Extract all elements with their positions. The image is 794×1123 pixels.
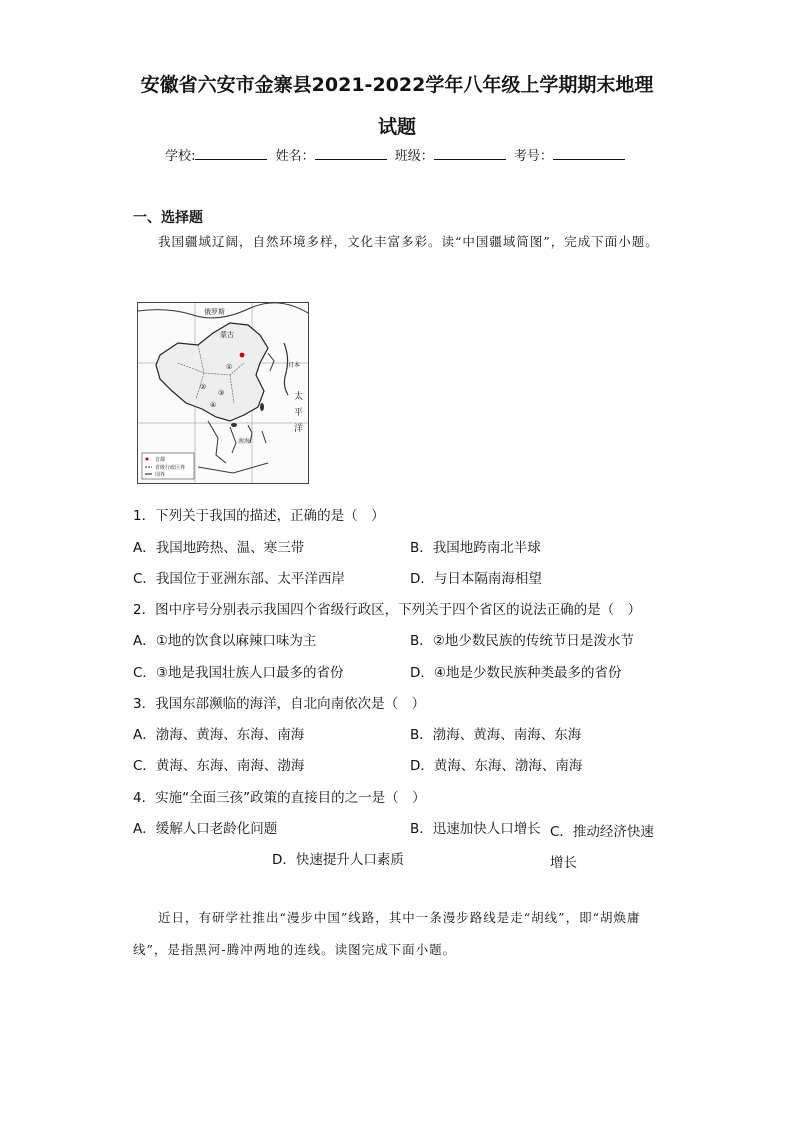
- map-label-pacific-1: 太: [294, 392, 304, 402]
- q3-option-d[interactable]: D．黄海、东海、渤海、南海: [410, 758, 583, 774]
- capital-marker: [240, 353, 245, 358]
- q4-option-a[interactable]: A．缓解人口老龄化问题: [133, 821, 278, 837]
- question-intro: 我国疆域辽阔，自然环境多样，文化丰富多彩。读“中国疆域简图”，完成下面小题。: [158, 234, 659, 249]
- question-2-stem: 2．图中序号分别表示我国四个省级行政区，下列关于四个省区的说法正确的是（ ）: [133, 602, 642, 618]
- q4-option-b[interactable]: B．迅速加快人口增长: [410, 821, 541, 837]
- page-title: 安徽省六安市金寨县2021-2022学年八年级上学期期末地理: [140, 74, 654, 96]
- q1-option-d[interactable]: D．与日本隔南海相望: [410, 571, 542, 587]
- q1-option-b[interactable]: B．我国地跨南北半球: [410, 540, 541, 556]
- map-marker-1: ①: [226, 363, 233, 371]
- legend-national-border-label: 国界: [155, 472, 166, 478]
- map-drawing: [138, 303, 308, 483]
- name-label: 姓名：: [275, 149, 315, 164]
- q3-option-b[interactable]: B．渤海、黄海、南海、东海: [410, 727, 582, 743]
- map-label-pacific-2: 平: [294, 408, 304, 418]
- map-marker-3: ③: [218, 389, 225, 397]
- q2-option-a[interactable]: A．①地的饮食以麻辣口味为主: [133, 633, 317, 649]
- q2-option-d[interactable]: D．④地是少数民族种类最多的省份: [410, 665, 622, 681]
- number-label: 考号：: [513, 149, 553, 164]
- map-marker-2: ②: [200, 383, 207, 391]
- question-3-stem: 3．我国东部濒临的海洋，自北向南依次是（ ）: [133, 696, 426, 712]
- school-blank[interactable]: [195, 147, 267, 160]
- map-label-japan: 日本: [288, 362, 301, 369]
- page-title-continued: 试题: [377, 116, 416, 138]
- q1-option-c[interactable]: C．我国位于亚洲东部、太平洋西岸: [133, 571, 345, 587]
- q2-option-b[interactable]: B．②地少数民族的传统节日是泼水节: [410, 633, 634, 649]
- q4-option-d[interactable]: D．快速提升人口素质: [272, 852, 404, 868]
- question-1-stem: 1．下列关于我国的描述，正确的是（ ）: [133, 508, 385, 524]
- map-label-pacific-3: 洋: [294, 424, 304, 434]
- q4-option-c[interactable]: C．推动经济快速增长: [550, 824, 654, 871]
- china-territory-map: [137, 302, 309, 484]
- q4-option-c-line1[interactable]: [550, 817, 658, 879]
- school-label: 学校:: [165, 149, 196, 164]
- q3-option-c[interactable]: C．黄海、东海、南海、渤海: [133, 758, 305, 774]
- map-label-south-sea: 南海: [238, 438, 251, 445]
- q1-option-a[interactable]: A．我国地跨热、温、寒三带: [133, 540, 305, 556]
- student-info-line: [0, 145, 794, 164]
- class-label: 班级：: [394, 149, 434, 164]
- name-blank[interactable]: [315, 147, 387, 160]
- map-label-mongolia: 蒙古: [220, 331, 234, 339]
- section-heading: 一、选择题: [133, 210, 203, 226]
- question-4-stem: 4．实施“全面三孩”政策的直接目的之一是（ ）: [133, 790, 426, 806]
- class-blank[interactable]: [434, 147, 506, 160]
- map-label-russia: 俄罗斯: [204, 308, 225, 316]
- legend-capital-label: 首都: [155, 457, 166, 463]
- legend-province-border-label: 省级行政区界: [155, 465, 186, 471]
- question-intro-2: 近日，有研学社推出“漫步中国”线路，其中一条漫步路线是走“胡线”，即“胡焕庸线”，是指黑河-腾冲两地的连线。读图完成下面小题。: [133, 910, 641, 957]
- q2-option-c[interactable]: C．③地是我国壮族人口最多的省份: [133, 665, 344, 681]
- map-marker-4: ④: [210, 401, 217, 409]
- number-blank[interactable]: [553, 147, 625, 160]
- q3-option-a[interactable]: A．渤海、黄海、东海、南海: [133, 727, 305, 743]
